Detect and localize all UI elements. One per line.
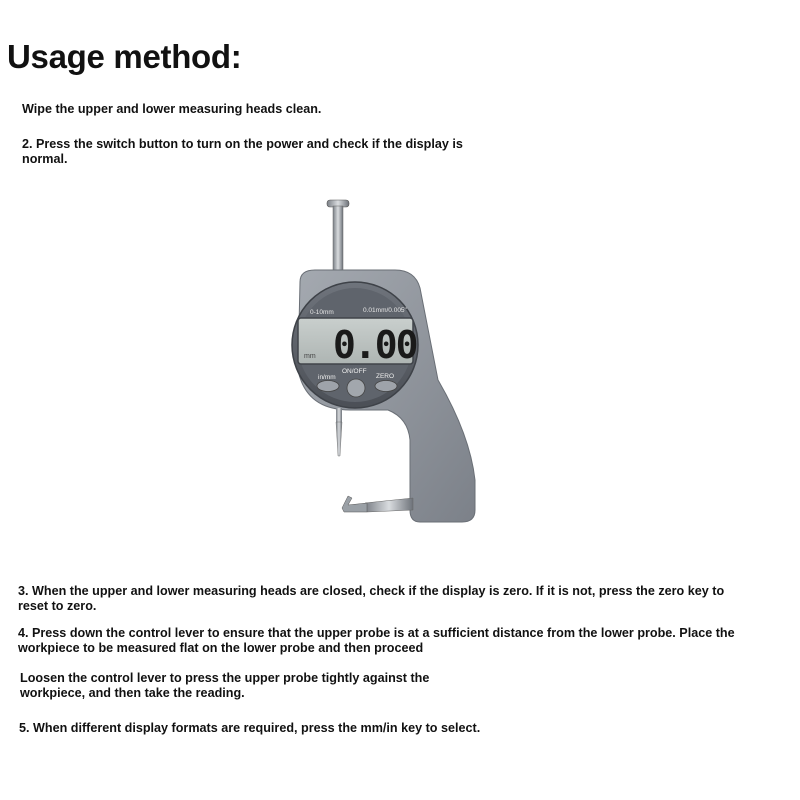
plunger-rod: [333, 206, 343, 276]
page-title: Usage method:: [7, 38, 242, 75]
instruction-step-clean: Wipe the upper and lower measuring heads clean.: [22, 102, 322, 116]
lcd-reading: 0.00: [333, 323, 417, 367]
upper-probe-stem: [336, 408, 342, 422]
instruction-step-zero: 3. When the upper and lower measuring heads are closed, check if the display is zero. If it is not, press the zero key to reset to zero.: [18, 584, 725, 613]
zero-button-label: ZERO: [376, 373, 395, 380]
power-button-label: ON/OFF: [342, 368, 367, 375]
thickness-gauge-image: [270, 190, 500, 530]
instruction-step-power: 2. Press the switch button to turn on the power and check if the display is normal.: [22, 137, 463, 166]
instruction-step-lever: 4. Press down the control lever to ensure that the upper probe is at a sufficient distance from the lower probe. Place the workpiece to be measured flat on the lower probe and then proceed: [18, 626, 735, 655]
instruction-step-format: 5. When different display formats are required, press the mm/in key to select.: [19, 721, 481, 735]
unit-label: mm: [304, 353, 316, 360]
unit-button: [317, 381, 339, 392]
thickness-gauge-drawing: [270, 190, 500, 530]
instruction-step-reading: Loosen the control lever to press the upper probe tightly against the workpiece, and then take the reading.: [20, 671, 430, 700]
zero-button: [375, 381, 397, 392]
power-button: [347, 379, 365, 397]
range-label: 0-10mm: [310, 309, 334, 316]
upper-probe-tip: [336, 422, 342, 456]
lower-anvil-tip: [342, 496, 367, 512]
resolution-label: 0.01mm/0.005": [363, 307, 407, 314]
unit-button-label: in/mm: [318, 374, 336, 381]
lower-anvil-arm: [365, 498, 413, 512]
